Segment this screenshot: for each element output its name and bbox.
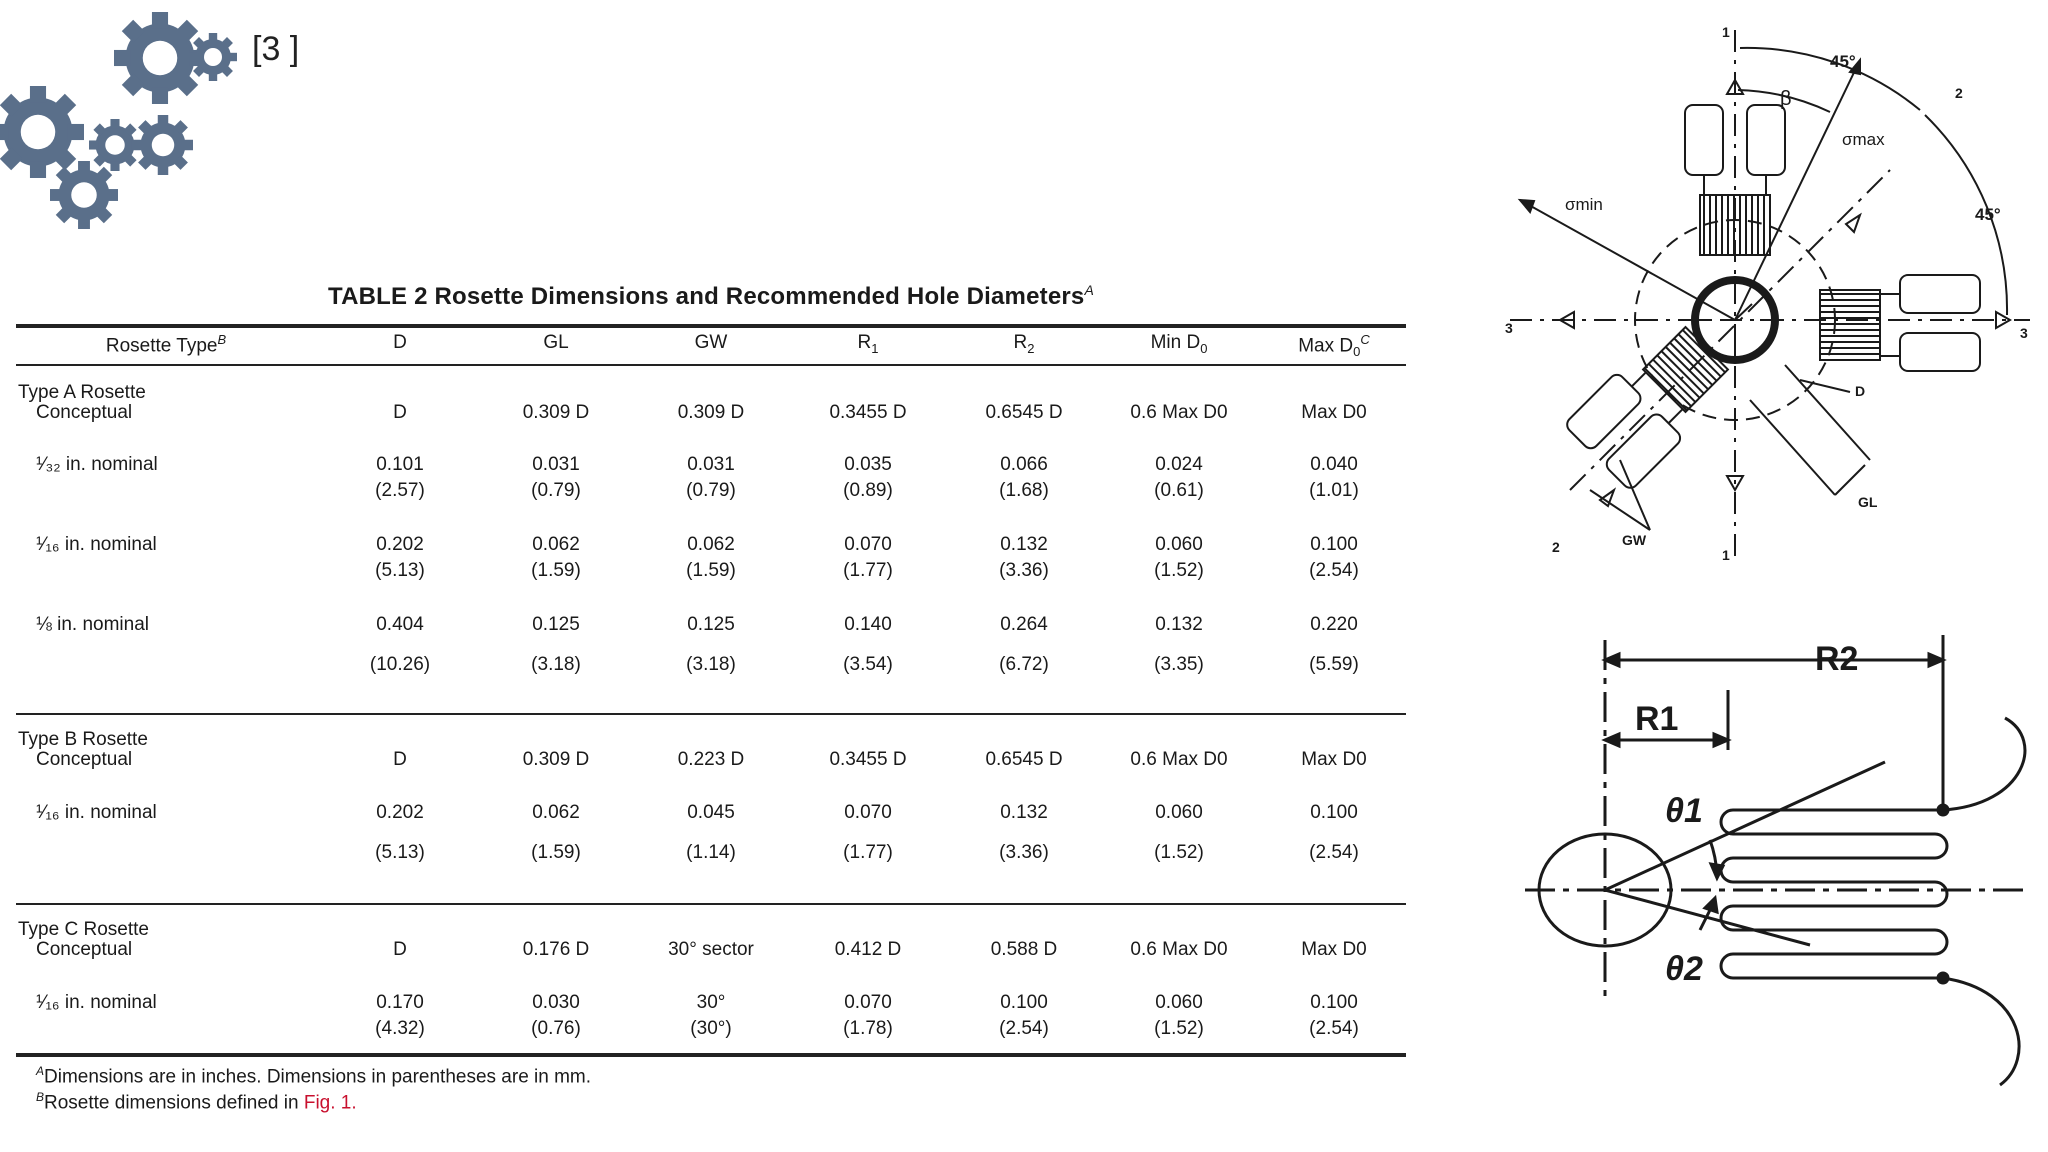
table-cell: 0.066 — [1000, 454, 1048, 475]
table-cell-mm: (4.32) — [375, 1018, 425, 1039]
gauge-1-tab-right — [1747, 105, 1785, 175]
table-cell: 0.125 — [687, 614, 735, 635]
table-cell: 0.202 — [376, 534, 424, 555]
table-cell: 0.132 — [1155, 614, 1203, 635]
gauge-3-tab-top — [1900, 275, 1980, 313]
table-cell-mm: (1.59) — [686, 560, 736, 581]
table-top-rule — [16, 324, 1406, 328]
table-cell-mm: (0.61) — [1154, 480, 1204, 501]
footnote — [36, 1064, 591, 1088]
table-cell: 0.045 — [687, 802, 735, 823]
axis-1-top-label: 1 — [1722, 24, 1730, 40]
theta2-label: θ2 — [1665, 950, 1703, 988]
gauge-2-tab-right — [1603, 411, 1683, 491]
table-cell: 0.062 — [687, 534, 735, 555]
column-header-note: C — [1360, 332, 1370, 347]
gl-label: GL — [1858, 494, 1878, 510]
gauge-geometry-diagram — [1505, 630, 2045, 1090]
column-header — [543, 332, 568, 354]
table-cell-mm: (0.79) — [686, 480, 736, 501]
table-cell: 0.412 D — [834, 939, 902, 960]
table-cell: 0.125 — [532, 614, 580, 635]
column-header-note: B — [217, 332, 227, 347]
angle-label-top: 45° — [1830, 52, 1856, 71]
table-cell: 0.030 — [532, 992, 580, 1013]
column-header-text: GW — [694, 332, 728, 353]
axis-2-bottom-label: 2 — [1552, 539, 1560, 555]
table-cell: 0.6 Max D0 — [1130, 749, 1228, 770]
table-cell: 0.060 — [1155, 992, 1203, 1013]
row-label: Conceptual — [36, 749, 133, 770]
table-title-note: A — [1084, 282, 1094, 298]
column-header — [393, 332, 407, 354]
table-cell-mm: (1.59) — [531, 560, 581, 581]
table-cell-mm: (0.76) — [531, 1018, 581, 1039]
gauge-1-tab-left — [1685, 105, 1723, 175]
table-cell: Max D0 — [1301, 939, 1367, 960]
table-cell: 0.220 — [1310, 614, 1358, 635]
table-cell: 0.100 — [1000, 992, 1048, 1013]
table-cell-mm: (3.18) — [686, 654, 736, 675]
gear-icon — [133, 115, 193, 175]
table-cell: 0.070 — [844, 534, 892, 555]
gauge-grid-path — [1721, 810, 1947, 978]
table-cell-mm: (1.59) — [531, 842, 581, 863]
table-cell: 0.6545 D — [985, 402, 1063, 423]
gear-icon — [50, 161, 118, 229]
table-cell: 0.024 — [1155, 454, 1203, 475]
column-header — [1151, 332, 1208, 356]
table-cell-mm: (3.35) — [1154, 654, 1204, 675]
beta-label: β — [1780, 88, 1792, 110]
table-cell: D — [393, 939, 407, 960]
section-title: Type B Rosette — [18, 729, 148, 750]
table-cell: 0.404 — [376, 614, 424, 635]
table-cell: 0.6545 D — [985, 749, 1063, 770]
table-cell: 0.140 — [844, 614, 892, 635]
column-header-subscript: 0 — [1353, 344, 1361, 360]
table-cell: 0.100 — [1310, 534, 1358, 555]
gear-icon — [0, 86, 84, 178]
column-header-subscript: 0 — [1200, 340, 1208, 356]
row-label: Conceptual — [36, 939, 133, 960]
axis-3-left-label: 3 — [1505, 320, 1513, 336]
table-cell-mm: (5.13) — [375, 842, 425, 863]
row-label: ¹⁄₁₆ in. nominal — [36, 534, 157, 555]
section-title: Type A Rosette — [18, 382, 146, 403]
axis-1-bottom-label: 1 — [1722, 547, 1730, 563]
r1-label: R1 — [1635, 700, 1679, 738]
sigma-min-line — [1520, 200, 1735, 320]
axis-2-top-label: 2 — [1955, 85, 1963, 101]
sigma-min-label: σmin — [1565, 195, 1603, 214]
table-cell: 30° — [696, 992, 726, 1013]
table-cell-mm: (5.59) — [1309, 654, 1359, 675]
table-cell-mm: (2.54) — [1309, 1018, 1359, 1039]
table-cell: 0.170 — [376, 992, 424, 1013]
table-cell-mm: (3.54) — [843, 654, 893, 675]
column-header — [1014, 332, 1035, 356]
table-cell: 0.176 D — [522, 939, 590, 960]
table-cell: 0.132 — [1000, 802, 1048, 823]
figure-link[interactable]: Fig. 1. — [303, 1092, 357, 1114]
table-cell: 0.6 Max D0 — [1130, 939, 1228, 960]
row-label: ⅛ in. nominal — [36, 614, 150, 635]
axis-3-right-label: 3 — [2020, 325, 2028, 341]
gw-label: GW — [1622, 532, 1647, 548]
table-cell: 0.070 — [844, 992, 892, 1013]
header-bottom-rule — [16, 364, 1406, 366]
column-header-text: R — [1013, 332, 1028, 353]
table-cell: D — [393, 749, 407, 770]
gauge-2-tab-left — [1564, 372, 1644, 452]
table-cell: 0.309 D — [522, 749, 590, 770]
column-header-subscript: 1 — [871, 340, 879, 356]
table-cell-mm: (1.77) — [843, 842, 893, 863]
axis-2-top-marker — [1846, 215, 1860, 232]
table-cell: 0.6 Max D0 — [1130, 402, 1228, 423]
theta-1-line — [1605, 762, 1885, 890]
table-cell-mm: (2.57) — [375, 480, 425, 501]
table-cell-mm: (1.77) — [843, 560, 893, 581]
table-cell: 0.223 D — [677, 749, 745, 770]
table-cell: D — [393, 402, 407, 423]
column-header-text: D — [393, 332, 407, 353]
column-header — [106, 332, 226, 357]
table-cell: 0.060 — [1155, 534, 1203, 555]
table-cell-mm: (2.54) — [1309, 560, 1359, 581]
row-label: ¹⁄₁₆ in. nominal — [36, 802, 157, 823]
theta1-label: θ1 — [1665, 792, 1703, 830]
column-header-text: Max D — [1298, 335, 1354, 357]
table-cell: 0.101 — [376, 454, 424, 475]
table-cell-mm: (1.01) — [1309, 480, 1359, 501]
table-title — [16, 282, 1406, 311]
table-cell: 0.035 — [844, 454, 892, 475]
lead-wire-top — [1943, 718, 2025, 810]
table-cell: 0.040 — [1310, 454, 1358, 475]
row-label: ¹⁄₃₂ in. nominal — [36, 454, 158, 475]
gear-icon — [189, 33, 237, 81]
table-cell-mm: (30°) — [690, 1018, 732, 1039]
table-cell: 0.264 — [1000, 614, 1048, 635]
section-title: Type C Rosette — [18, 919, 149, 940]
section-rule-b — [16, 713, 1406, 715]
table-cell: 0.060 — [1155, 802, 1203, 823]
table-cell-mm: (3.36) — [999, 560, 1049, 581]
row-label: ¹⁄₁₆ in. nominal — [36, 992, 157, 1013]
column-header-subscript: 2 — [1027, 340, 1035, 356]
rosette-dimensions-table — [16, 282, 1406, 1122]
footnote — [36, 1090, 357, 1114]
sigma-max-label: σmax — [1842, 130, 1885, 149]
lead-wire-bottom — [1943, 978, 2019, 1085]
column-header — [858, 332, 879, 356]
table-cell-mm: (10.26) — [369, 654, 431, 675]
column-header-text: Rosette Type — [105, 335, 218, 357]
table-bottom-rule — [16, 1053, 1406, 1057]
table-cell: 0.309 D — [677, 402, 745, 423]
table-cell: 0.132 — [1000, 534, 1048, 555]
r2-label: R2 — [1815, 640, 1859, 678]
table-cell: 0.070 — [844, 802, 892, 823]
gauge-3-tab-bottom — [1900, 333, 1980, 371]
table-cell: 30° sector — [668, 939, 754, 960]
reference-tag: [3 ] — [252, 30, 300, 68]
d-label: D — [1855, 383, 1866, 399]
table-cell: 0.309 D — [522, 402, 590, 423]
row-label: Conceptual — [36, 402, 133, 423]
column-header-text: GL — [543, 332, 569, 353]
footnote-mark: B — [36, 1090, 45, 1104]
table-cell-mm: (3.36) — [999, 842, 1049, 863]
table-cell-mm: (3.18) — [531, 654, 581, 675]
table-cell-mm: (0.89) — [843, 480, 893, 501]
angle-label-right: 45° — [1975, 205, 2001, 224]
table-cell: 0.062 — [532, 534, 580, 555]
table-cell: 0.588 D — [990, 939, 1058, 960]
table-cell: 0.031 — [687, 454, 735, 475]
table-cell: 0.062 — [532, 802, 580, 823]
table-cell: 0.3455 D — [829, 749, 907, 770]
table-cell: Max D0 — [1301, 402, 1367, 423]
column-header-text: Min D — [1150, 332, 1201, 353]
table-cell: 0.100 — [1310, 802, 1358, 823]
table-cell-mm: (2.54) — [1309, 842, 1359, 863]
table-cell-mm: (1.52) — [1154, 1018, 1204, 1039]
table-cell-mm: (6.72) — [999, 654, 1049, 675]
rosette-diagram — [1490, 20, 2040, 580]
section-rule-c — [16, 903, 1406, 905]
column-header-text: R — [857, 332, 872, 353]
table-cell-mm: (1.68) — [999, 480, 1049, 501]
table-cell: 0.202 — [376, 802, 424, 823]
table-cell: 0.031 — [532, 454, 580, 475]
gears-logo-icon — [0, 0, 240, 240]
table-cell-mm: (1.78) — [843, 1018, 893, 1039]
footnote-text: Rosette dimensions defined in — [44, 1092, 304, 1114]
table-cell: 0.3455 D — [829, 402, 907, 423]
column-header — [1298, 332, 1370, 359]
table-cell-mm: (2.54) — [999, 1018, 1049, 1039]
table-cell: Max D0 — [1301, 749, 1367, 770]
table-cell-mm: (1.14) — [686, 842, 736, 863]
table-title-text: TABLE 2 Rosette Dimensions and Recommended Hole Diameters — [327, 283, 1085, 310]
footnote-text: Dimensions are in inches. Dimensions in parentheses are in mm. — [44, 1066, 592, 1088]
table-cell-mm: (5.13) — [375, 560, 425, 581]
column-header — [695, 332, 728, 354]
table-cell: 0.100 — [1310, 992, 1358, 1013]
table-cell-mm: (1.52) — [1154, 560, 1204, 581]
table-cell-mm: (0.79) — [531, 480, 581, 501]
footnote-mark: A — [36, 1064, 45, 1078]
table-cell-mm: (1.52) — [1154, 842, 1204, 863]
